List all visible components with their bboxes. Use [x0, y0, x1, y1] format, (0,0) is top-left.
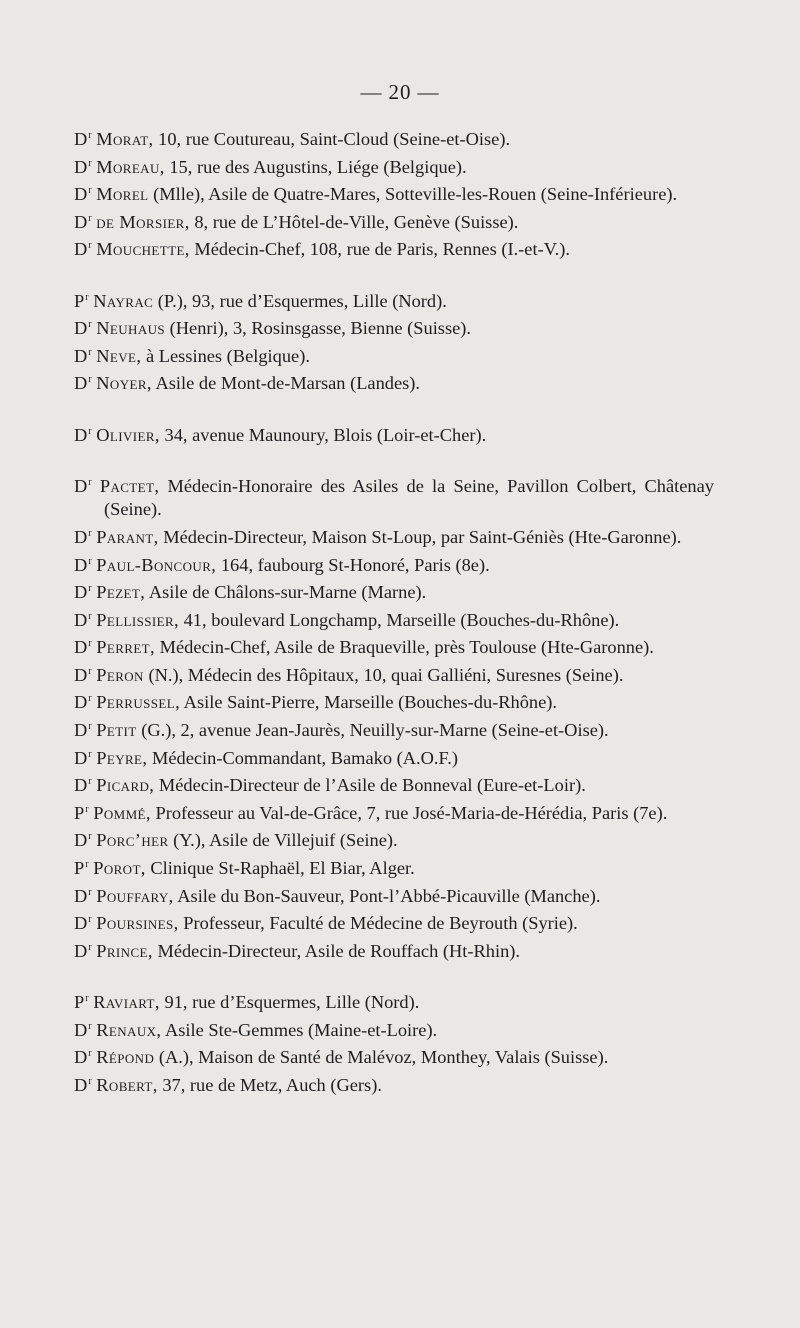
entry-title-letter: D — [74, 345, 88, 366]
entry-title — [74, 775, 92, 795]
entry-name: Raviart, — [93, 992, 160, 1012]
entry-address: (G.), 2, avenue Jean-Jaurès, Neuilly-sur-Marne (Seine-et-Oise). — [136, 720, 609, 741]
entry-title-letter: D — [74, 664, 88, 685]
entry-title-superscript: r — [88, 185, 92, 197]
entry-title-superscript: r — [88, 319, 92, 331]
entry-address: Médecin-Chef, Asile de Braqueville, près Toulouse (Hte-Garonne). — [155, 637, 654, 658]
entry-title-superscript: r — [88, 886, 92, 898]
entry-name: Paul-Boncour, — [96, 554, 217, 575]
entry-address: (Mlle), Asile de Quatre-Mares, Sotteville-les-Rouen (Seine-Inférieure). — [148, 184, 678, 205]
entry-title — [74, 886, 92, 906]
entry-title-letter: D — [74, 582, 88, 603]
entry-title-letter: D — [74, 373, 88, 394]
entry-address: 8, rue de L’Hôtel-de-Ville, Genève (Suisse). — [189, 211, 519, 232]
entry-title-superscript: r — [88, 1020, 92, 1032]
directory-entry — [74, 234, 714, 262]
directory-entry — [74, 632, 714, 660]
entry-title-letter: D — [74, 526, 88, 547]
entry-title-letter: D — [74, 318, 88, 339]
directory-entry — [74, 341, 714, 369]
entry-title-superscript: r — [88, 157, 92, 169]
entry-name: de Morsier, — [96, 211, 190, 232]
entry-address: 41, boulevard Longchamp, Marseille (Bouches-du-Rhône). — [179, 609, 620, 630]
entry-name: Pouffary, — [96, 885, 174, 906]
entry-name: Pactet, — [99, 475, 160, 496]
entry-name: Neve, — [96, 345, 142, 366]
entry-name: Peyre, — [96, 747, 148, 768]
directory-entry — [74, 286, 714, 314]
entry-title-superscript: r — [85, 291, 89, 303]
entry-title-letter: D — [74, 1047, 88, 1068]
entry-title — [74, 692, 92, 712]
entry-name: Perret, — [96, 637, 156, 658]
entry-title — [74, 1075, 92, 1095]
entry-name: Perrussel, — [96, 692, 181, 713]
directory-entry — [74, 687, 714, 715]
entry-address: Professeur, Faculté de Médecine de Beyrouth (Syrie). — [178, 913, 578, 934]
entry-title-letter: D — [74, 609, 88, 630]
entry-title — [74, 425, 92, 445]
entry-title — [74, 373, 92, 393]
entry-address: Asile du Bon-Sauveur, Pont-l’Abbé-Picauville (Manche). — [173, 885, 601, 906]
entry-title-superscript: r — [88, 941, 92, 953]
directory-list — [74, 124, 714, 1097]
entry-title-letter: D — [74, 475, 88, 496]
entry-name: Peron — [96, 664, 144, 685]
directory-entry — [74, 179, 714, 207]
entry-name: Répond — [96, 1047, 155, 1068]
entry-title-letter: D — [74, 129, 88, 149]
entry-title-superscript: r — [88, 831, 92, 843]
entry-title — [74, 346, 92, 366]
directory-entry — [74, 124, 714, 152]
directory-entry — [74, 471, 714, 522]
entry-title-superscript: r — [85, 993, 89, 1004]
entry-title-letter: D — [74, 830, 88, 851]
entry-name: Moreau, — [96, 156, 165, 177]
entry-title-letter: P — [74, 290, 85, 311]
directory-entry — [74, 368, 714, 396]
entry-address: Médecin-Commandant, Bamako (A.O.F.) — [147, 747, 458, 768]
entry-title-letter: D — [74, 1019, 88, 1040]
entry-name: Robert, — [96, 1074, 158, 1095]
entry-title — [74, 720, 92, 740]
entry-name: Prince, — [96, 940, 153, 961]
entry-title-superscript: r — [88, 776, 92, 788]
directory-entry — [74, 825, 714, 853]
directory-entry — [74, 798, 714, 826]
entry-name: Renaux, — [96, 1019, 162, 1040]
entry-title-letter: D — [74, 747, 88, 768]
entry-address: 34, avenue Maunoury, Blois (Loir-et-Cher). — [159, 424, 487, 445]
entry-title-superscript: r — [88, 721, 92, 733]
entry-address: 91, rue d’Esquermes, Lille (Nord). — [159, 992, 420, 1012]
directory-entry — [74, 743, 714, 771]
page-number: 20 — [388, 80, 412, 104]
entry-title-letter: D — [74, 940, 88, 961]
directory-entry — [74, 313, 714, 341]
entry-title — [74, 129, 92, 149]
entry-title-letter: D — [74, 554, 88, 575]
entry-title — [74, 157, 92, 177]
entry-address: 15, rue des Augustins, Liége (Belgique). — [164, 156, 467, 177]
directory-entry — [74, 522, 714, 550]
directory-entry — [74, 853, 714, 881]
entry-title-superscript: r — [88, 130, 92, 141]
page-header — [0, 80, 800, 105]
directory-entry — [74, 605, 714, 633]
entry-name: Poursines, — [96, 913, 179, 934]
directory-entry — [74, 881, 714, 909]
entry-title-letter: D — [74, 424, 88, 445]
header-dash-right: — — [417, 80, 440, 104]
directory-entry — [74, 770, 714, 798]
entry-address: (P.), 93, rue d’Esquermes, Lille (Nord). — [153, 290, 447, 311]
entry-title-superscript: r — [88, 914, 92, 926]
entry-name: Porc’her — [96, 830, 169, 851]
directory-entry — [74, 1042, 714, 1070]
entry-title-superscript: r — [85, 803, 89, 815]
entry-address: Asile Ste-Gemmes (Maine-et-Loire). — [161, 1019, 438, 1040]
entry-title — [74, 665, 92, 685]
entry-address: Professeur au Val-de-Grâce, 7, rue José-Maria-de-Hérédia, Paris (7e). — [150, 802, 668, 823]
entry-title — [74, 748, 92, 768]
entry-title-superscript: r — [88, 638, 92, 650]
entry-title — [74, 527, 92, 547]
entry-name: Mouchette, — [96, 239, 190, 260]
entry-name: Pezet, — [96, 582, 146, 603]
directory-entry — [74, 207, 714, 235]
entry-title-letter: D — [74, 239, 88, 260]
directory-entry — [74, 936, 714, 964]
directory-entry — [74, 987, 714, 1015]
entry-name: Petit — [96, 720, 137, 741]
entry-title-letter: P — [74, 802, 85, 823]
entry-address: (Y.), Asile de Villejuif (Seine). — [168, 830, 398, 851]
entry-address: Clinique St-Raphaël, El Biar, Alger. — [145, 858, 415, 879]
entry-address: (A.), Maison de Santé de Malévoz, Monthey, Valais (Suisse). — [154, 1047, 609, 1068]
entry-title — [74, 637, 92, 657]
entry-title-letter: D — [74, 184, 88, 205]
entry-address: (N.), Médecin des Hôpitaux, 10, quai Galliéni, Suresnes (Seine). — [143, 664, 624, 685]
entry-title-superscript: r — [88, 527, 92, 539]
entry-title-superscript: r — [88, 240, 92, 252]
entry-title-letter: D — [74, 637, 88, 658]
entry-title — [74, 610, 92, 630]
entry-title — [74, 239, 92, 259]
entry-address: Médecin-Directeur de l’Asile de Bonneval (Eure-et-Loir). — [154, 775, 586, 796]
entry-title-superscript: r — [88, 693, 92, 705]
entry-address: 37, rue de Metz, Auch (Gers). — [157, 1074, 382, 1095]
directory-entry — [74, 577, 714, 605]
entry-title-letter: P — [74, 992, 85, 1012]
entry-title-letter: D — [74, 885, 88, 906]
entry-title-superscript: r — [88, 555, 92, 567]
directory-entry — [74, 420, 714, 448]
entry-title — [74, 992, 89, 1012]
directory-entry — [74, 715, 714, 743]
entry-title-letter: D — [74, 775, 88, 796]
entry-name: Nayrac — [93, 290, 154, 311]
entry-address: Médecin-Directeur, Asile de Rouffach (Ht-Rhin). — [152, 940, 521, 961]
entry-title-letter: D — [74, 156, 88, 177]
entry-name: Pommé, — [93, 802, 151, 823]
entry-address: Asile Saint-Pierre, Marseille (Bouches-du-Rhône). — [180, 692, 557, 713]
entry-address: à Lessines (Belgique). — [141, 345, 310, 366]
entry-title — [74, 582, 92, 602]
entry-title-superscript: r — [88, 610, 92, 622]
entry-title — [74, 941, 92, 961]
entry-title — [74, 212, 92, 232]
entry-title-superscript: r — [88, 748, 92, 760]
entry-title — [74, 913, 92, 933]
entry-title — [74, 476, 92, 496]
entry-title-letter: D — [74, 913, 88, 934]
entry-title-superscript: r — [88, 476, 92, 488]
entry-title — [74, 858, 89, 878]
entry-name: Morat, — [96, 129, 154, 149]
entry-title — [74, 830, 92, 850]
entry-title — [74, 803, 89, 823]
directory-entry — [74, 660, 714, 688]
entry-address: (Henri), 3, Rosinsgasse, Bienne (Suisse). — [165, 318, 472, 339]
entry-name: Parant, — [96, 526, 159, 547]
entry-title-superscript: r — [85, 859, 89, 871]
entry-address: Médecin-Directeur, Maison St-Loup, par Saint-Géniès (Hte-Garonne). — [158, 526, 682, 547]
directory-entry — [74, 1070, 714, 1098]
entry-title — [74, 184, 92, 204]
entry-address: Asile de Mont-de-Marsan (Landes). — [151, 373, 421, 394]
entry-address: Asile de Châlons-sur-Marne (Marne). — [145, 582, 427, 603]
directory-entry — [74, 152, 714, 180]
entry-title-superscript: r — [88, 665, 92, 677]
directory-entry — [74, 1015, 714, 1043]
entry-title — [74, 1020, 92, 1040]
entry-title-letter: D — [74, 720, 88, 741]
entry-title-superscript: r — [88, 346, 92, 358]
entry-title-superscript: r — [88, 212, 92, 224]
entry-title-letter: P — [74, 858, 85, 879]
entry-name: Noyer, — [96, 373, 152, 394]
directory-entry — [74, 550, 714, 578]
entry-title — [74, 291, 89, 311]
entry-name: Pellissier, — [96, 609, 180, 630]
entry-title-letter: D — [74, 692, 88, 713]
entry-address: 164, faubourg St-Honoré, Paris (8e). — [216, 554, 490, 575]
entry-title-letter: D — [74, 211, 88, 232]
entry-name: Olivier, — [96, 424, 160, 445]
entry-address: Médecin-Chef, 108, rue de Paris, Rennes (I.-et-V.). — [189, 239, 570, 260]
header-dash-left: — — [360, 80, 383, 104]
directory-entry — [74, 908, 714, 936]
entry-title — [74, 555, 92, 575]
entry-title — [74, 318, 92, 338]
entry-address: 10, rue Coutureau, Saint-Cloud (Seine-et-Oise). — [153, 129, 511, 149]
entry-title-letter: D — [74, 1074, 88, 1095]
entry-title-superscript: r — [88, 374, 92, 386]
entry-name: Morel — [96, 184, 149, 205]
entry-title — [74, 1047, 92, 1067]
entry-title-superscript: r — [88, 1048, 92, 1060]
entry-name: Picard, — [96, 775, 155, 796]
entry-title-superscript: r — [88, 425, 92, 437]
entry-name: Neuhaus — [96, 318, 166, 339]
entry-address: Médecin-Honoraire des Asiles de la Seine, Pavillon Colbert, Châtenay (Seine). — [104, 475, 714, 520]
entry-title-superscript: r — [88, 583, 92, 595]
entry-title-superscript: r — [88, 1075, 92, 1087]
entry-name: Porot, — [93, 858, 146, 879]
